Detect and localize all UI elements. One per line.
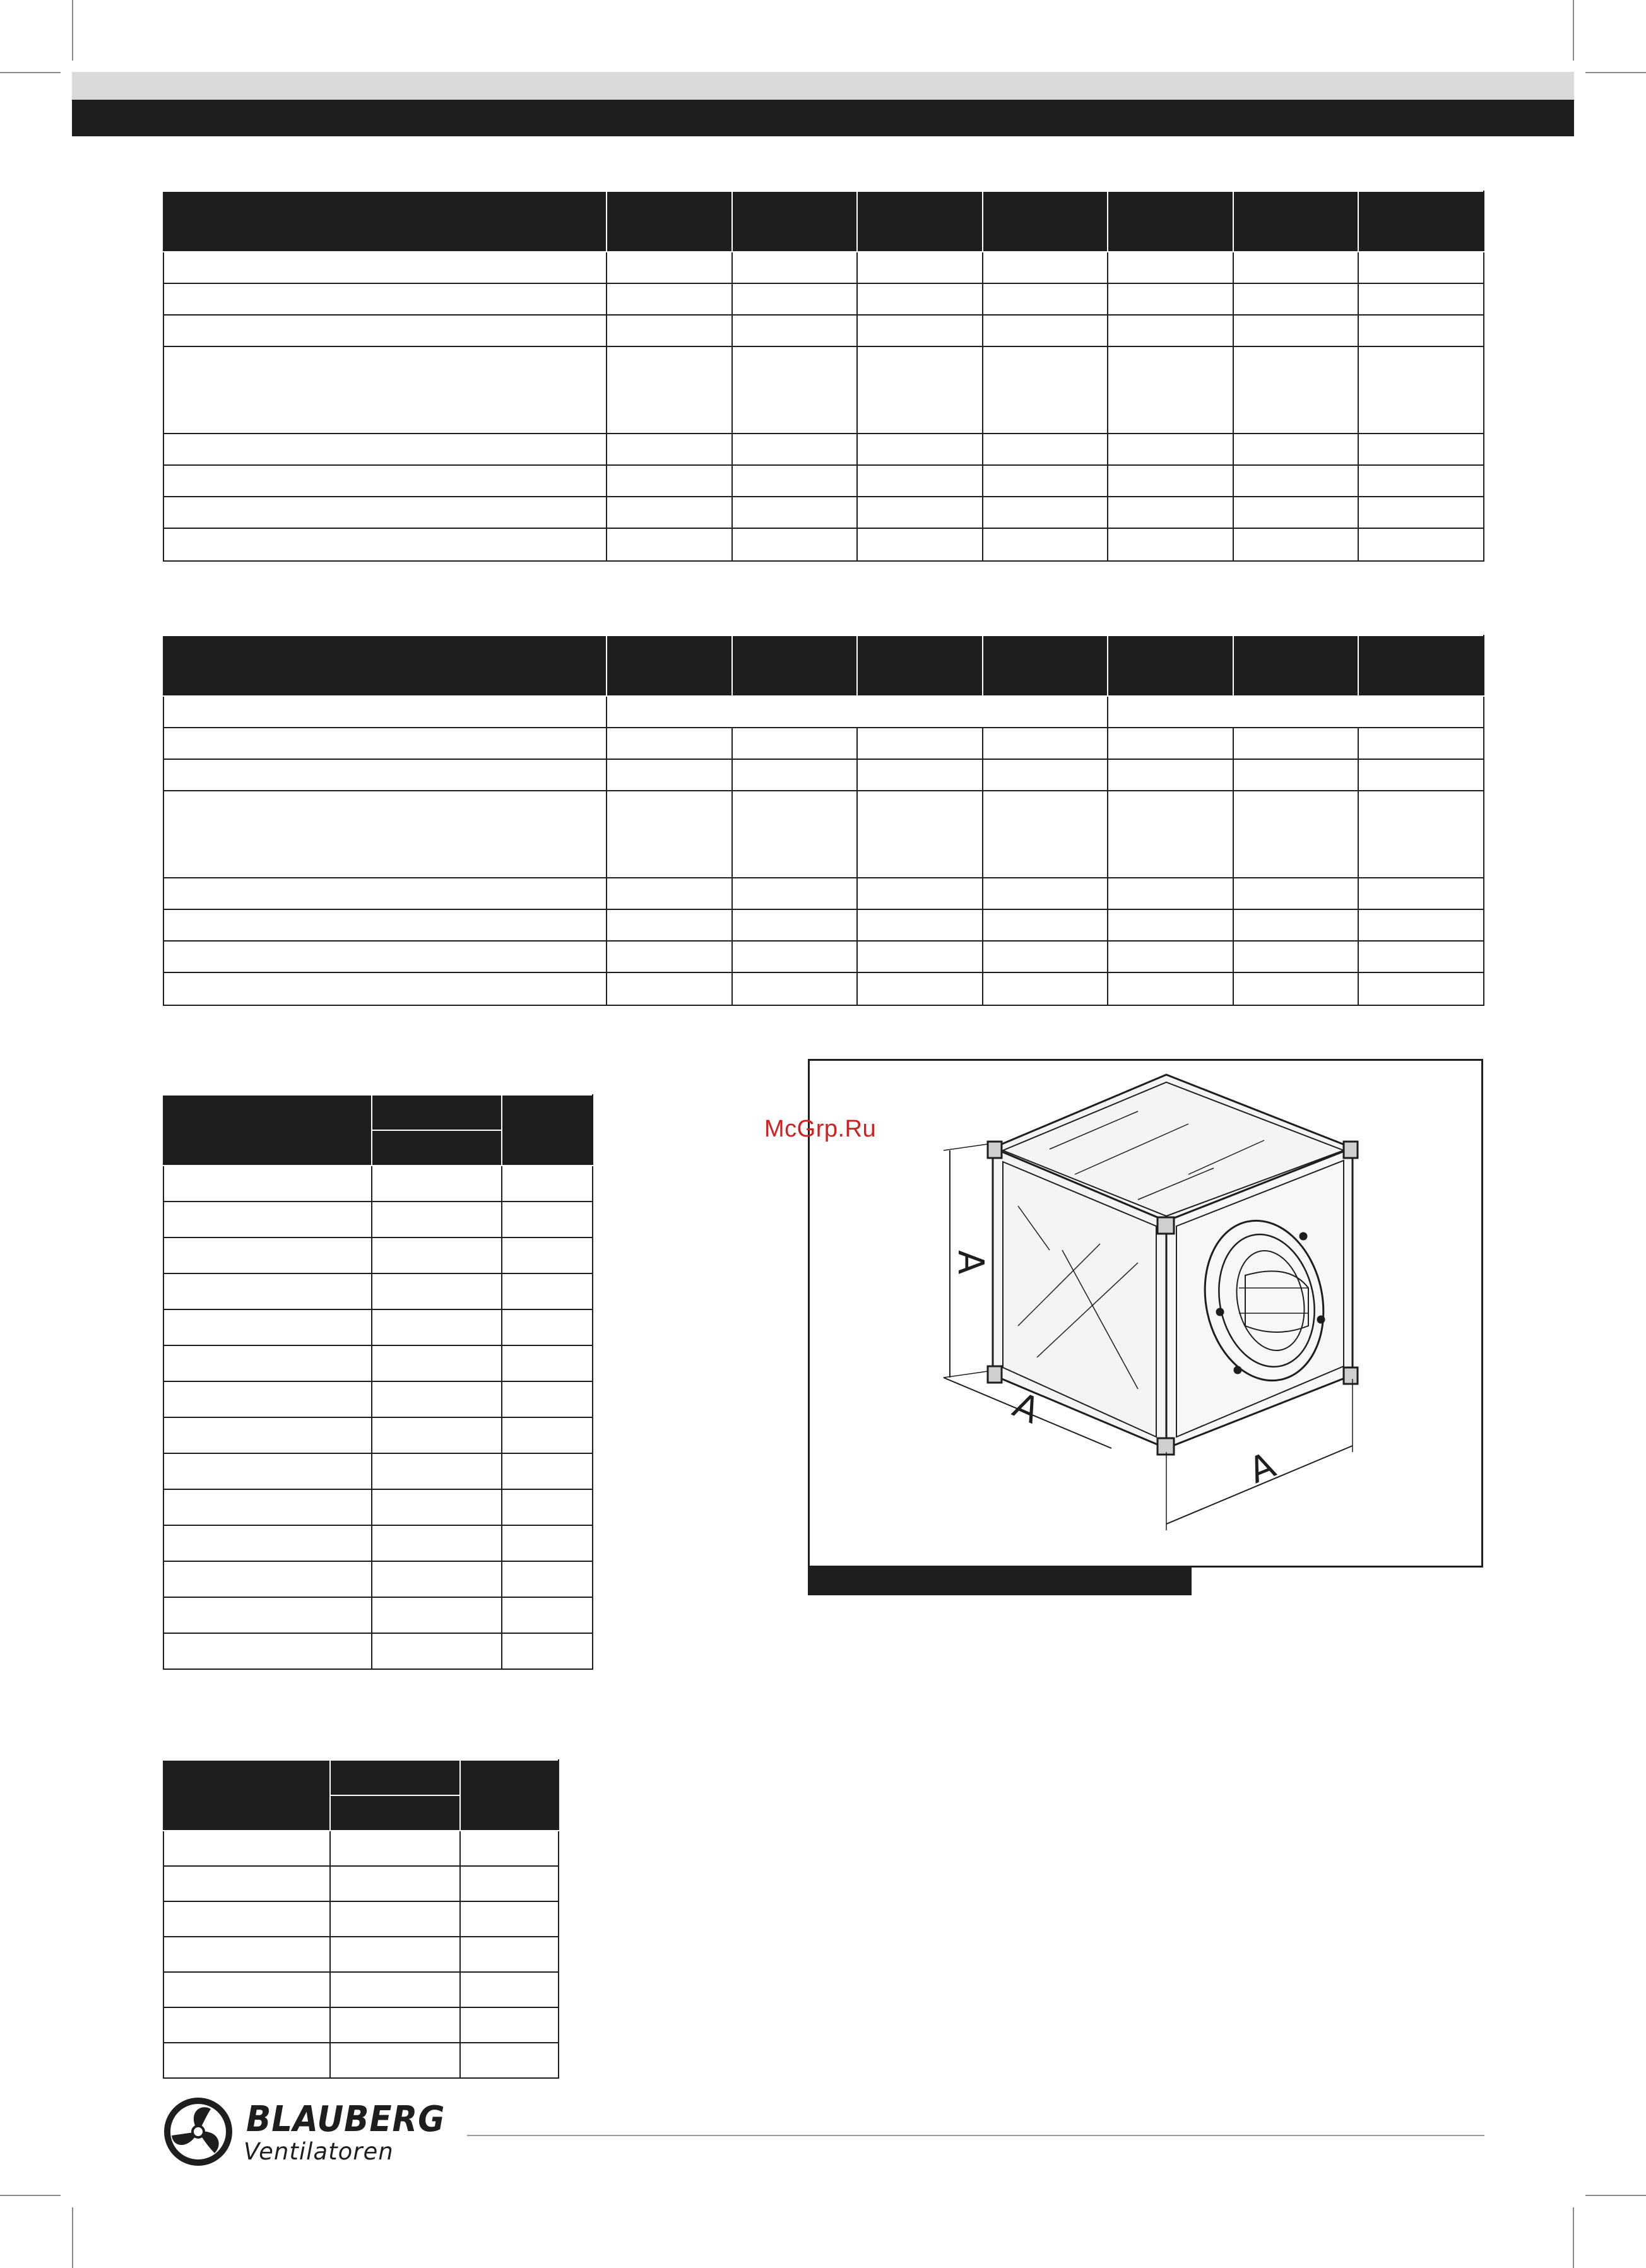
table-row bbox=[163, 1417, 593, 1453]
brand-logo bbox=[162, 2095, 446, 2171]
fan-logo-icon bbox=[162, 2095, 235, 2168]
dimension-table-1 bbox=[163, 1094, 593, 1670]
crop-mark bbox=[0, 2195, 61, 2196]
table-row bbox=[163, 909, 1484, 941]
table-row bbox=[163, 1345, 593, 1381]
table-row bbox=[163, 283, 1484, 315]
table-row bbox=[163, 791, 1484, 878]
table-row bbox=[163, 1489, 593, 1525]
crop-mark bbox=[72, 0, 73, 61]
table-row bbox=[163, 696, 1484, 728]
table-row bbox=[163, 346, 1484, 434]
table-row bbox=[163, 1972, 559, 2007]
table-row bbox=[163, 1633, 593, 1669]
table-header-row bbox=[163, 191, 1484, 252]
watermark: McGrp.Ru bbox=[764, 1116, 877, 1142]
table-row bbox=[163, 1273, 593, 1309]
table-row bbox=[163, 465, 1484, 497]
crop-mark bbox=[1573, 0, 1574, 61]
table-row bbox=[163, 728, 1484, 759]
table-header-row bbox=[163, 1760, 559, 1795]
table-header-row bbox=[163, 1095, 593, 1130]
table-row bbox=[163, 1597, 593, 1633]
header-bar bbox=[72, 100, 1574, 136]
table-row bbox=[163, 1309, 593, 1345]
fan-box-figure bbox=[808, 1059, 1483, 1568]
spec-table-1 bbox=[163, 191, 1484, 562]
table-row bbox=[163, 434, 1484, 465]
dimension-label-width: A bbox=[1243, 1444, 1281, 1492]
table-row bbox=[163, 252, 1484, 283]
table-row bbox=[163, 1453, 593, 1489]
table-row bbox=[163, 1901, 559, 1937]
table-row bbox=[163, 1166, 593, 1202]
crop-mark bbox=[72, 2207, 73, 2268]
table-row bbox=[163, 2007, 559, 2043]
brand-subtitle: Ventilatoren bbox=[244, 2138, 394, 2165]
footer-rule bbox=[467, 2135, 1484, 2136]
table-row bbox=[163, 1381, 593, 1417]
table-row bbox=[163, 878, 1484, 909]
table-row bbox=[163, 1561, 593, 1597]
crop-mark bbox=[1585, 72, 1646, 73]
table-row bbox=[163, 972, 1484, 1005]
table-row bbox=[163, 1866, 559, 1901]
table-header-row bbox=[163, 635, 1484, 696]
table-row bbox=[163, 941, 1484, 972]
brand-name: BLAUBERG bbox=[246, 2099, 446, 2140]
table-row bbox=[163, 315, 1484, 346]
table-row bbox=[163, 1937, 559, 1972]
table-row bbox=[163, 2043, 559, 2078]
dimension-label-depth: A bbox=[1007, 1385, 1046, 1432]
table-row bbox=[163, 1831, 559, 1866]
crop-mark bbox=[1573, 2207, 1574, 2268]
crop-mark bbox=[0, 72, 61, 73]
table-row bbox=[163, 528, 1484, 561]
table-row bbox=[163, 1525, 593, 1561]
crop-mark bbox=[1585, 2195, 1646, 2196]
fan-box-drawing bbox=[810, 1061, 1481, 1566]
dimension-table-2 bbox=[163, 1759, 559, 2079]
table-row bbox=[163, 759, 1484, 791]
header-band bbox=[72, 72, 1574, 100]
dimension-label-height: A bbox=[950, 1250, 991, 1275]
figure-caption-bar bbox=[808, 1568, 1192, 1595]
table-row bbox=[163, 497, 1484, 528]
table-row bbox=[163, 1202, 593, 1237]
spec-table-2 bbox=[163, 635, 1484, 1006]
table-row bbox=[163, 1237, 593, 1273]
